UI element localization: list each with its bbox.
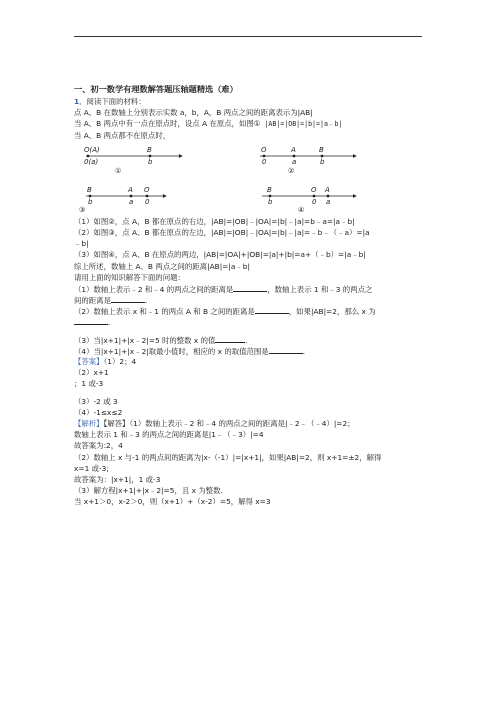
d1-circ-label: ①: [115, 166, 122, 175]
d4-label-b: B: [267, 185, 272, 194]
answer-blank-3: [255, 306, 289, 314]
point-o-3: [146, 194, 149, 197]
analysis-5: x=1 或-3;: [74, 463, 109, 473]
d4-value-o: 0: [312, 197, 317, 206]
d4-label-a: A: [325, 185, 330, 194]
question-3: （3）当|x+1|+|x﹣2|=5 时的整数 x 的值 .: [74, 335, 248, 345]
point-a-3: [130, 194, 133, 197]
point-b-4: [269, 194, 272, 197]
d2-circ-label: ②: [288, 166, 295, 175]
case-2-line-2: ﹣b|: [74, 239, 89, 249]
material-p3: 当 A、B 两点都不在原点时，: [74, 130, 171, 140]
question-2-text-a: （2）数轴上表示 x 和﹣1 的两点 A 和 B 之间的距离是: [74, 307, 255, 317]
analysis-6: 故答案为：|x+1|，1 或-3: [74, 474, 161, 484]
analysis-7: （3）解方程|x+1|+|x﹣2|=5，且 x 为整数.: [74, 486, 223, 496]
d2-label-b: B: [319, 145, 324, 154]
number-line-figure: [74, 144, 426, 214]
analysis-tag: 【解析】: [74, 418, 104, 428]
material-p2-formula: |AB|=|OB|=|b|=|a﹣b|: [260, 120, 343, 129]
document-body: [74, 84, 426, 508]
d1-label-o: O(A): [84, 145, 100, 154]
question-1-text-c: 间的距离是: [74, 296, 111, 306]
number-line-diagrams: [74, 144, 426, 214]
d3-value-o: 0: [145, 197, 150, 206]
answer-blank-2: [111, 295, 145, 303]
answer-2a: （2）x+1: [74, 368, 109, 378]
question-1-line-2: 间的距离是 .: [74, 296, 148, 306]
d1-label-b: B: [147, 145, 152, 154]
answer-blank-1: [233, 284, 267, 292]
material-p2-text: 当 A、B 两点中有一点在原点时，设点 A 在原点，如图: [74, 119, 254, 129]
d3-value-a: a: [129, 197, 134, 206]
d3-label-o: O: [144, 185, 150, 194]
answer-2b: ；1 或-3: [74, 379, 104, 389]
case-1: （1）如图②，点 A，B 都在原点的右边，|AB|=|OB|﹣|OA|=|b|﹣|a|=b﹣a=|a﹣b|: [74, 216, 355, 226]
d3-label-a: A: [128, 185, 133, 194]
d2-value-o: 0: [262, 157, 267, 166]
question-3-text: （3）当|x+1|+|x﹣2|=5 时的整数 x 的值: [74, 335, 216, 345]
point-a-2: [293, 154, 296, 157]
answer-blank-6: [269, 346, 303, 354]
material-p2: [74, 119, 426, 130]
answer-4: （4）-1≤x≤2: [74, 407, 123, 417]
d4-circ-label: ④: [298, 205, 305, 214]
question-2-line-1: [74, 306, 426, 317]
answer-3: （3）-2 或 3: [74, 396, 118, 406]
question-intro: [74, 97, 426, 108]
analysis-4: （2）数轴上 x 与-1 的两点间的距离为|x-（-1）|=|x+1|，如果|AB|=2，则 x+1=±2，解得: [74, 452, 382, 462]
circle-one: ①: [253, 119, 261, 129]
analysis-3: 故答案为:2，4: [74, 441, 123, 451]
case-3: （3）如图④，点 A、B 在原点的两边，|AB|=|OA|+|OB|=|a|+|b|=a+（﹣b）=|a﹣b|: [74, 250, 366, 260]
answer-1: （1）2；4: [103, 357, 137, 366]
d1-value-o: 0(a): [84, 157, 99, 166]
point-b-1: [149, 154, 152, 157]
summary: 综上所述，数轴上 A、B 两点之间的距离|AB|=|a﹣b|: [74, 261, 250, 271]
question-2-line-2: .: [74, 317, 426, 328]
point-o-1: [87, 154, 90, 157]
question-4: （4）当|x+1|+|x﹣2|取最小值时，相应的 x 的取值范围是 .: [74, 346, 306, 356]
analysis-8: 当 x+1＞0，x-2＞0，则（x+1）+（x-2）=5，解得 x=3: [74, 497, 271, 507]
case-2-line-1: （2）如图③，点 A、B 都在原点的左边，|AB|=|OB|﹣|OA|=|b|﹣|a|=﹣b﹣（﹣a）=|a: [74, 227, 370, 237]
d3-circ-label: ③: [79, 205, 86, 214]
question-intro-text: 阅读下面的材料：: [86, 97, 146, 106]
point-b-3: [89, 194, 92, 197]
question-1-text-b: ，数轴上表示 1 和﹣3 的两点之: [267, 284, 373, 294]
header-rule: [74, 36, 422, 37]
d2-value-a: a: [292, 157, 297, 166]
d1-value-b: b: [148, 157, 153, 166]
question-number: 1．: [74, 97, 87, 106]
answer-blank-5: [215, 335, 245, 343]
point-a-4: [327, 194, 330, 197]
d2-value-b: b: [320, 157, 325, 166]
answer-blank-4: [74, 317, 108, 325]
ask: 请用上面的知识解答下面的问题：: [74, 272, 185, 282]
d4-value-a: a: [326, 197, 331, 206]
point-o-4: [313, 194, 316, 197]
point-b-2: [321, 154, 324, 157]
d2-label-a: A: [291, 145, 296, 154]
question-1-text-a: （1）数轴上表示﹣2 和﹣4 的两点之间的距离是: [74, 284, 234, 294]
question-1-line-1: [74, 284, 426, 295]
analysis-line-1: [74, 419, 426, 430]
d3-value-b: b: [88, 197, 93, 206]
material-p1: 点 A、B 在数轴上分别表示实数 a，b，A，B 两点之间的距离表示为|AB|: [74, 108, 313, 118]
answer-tag: 【答案】: [74, 357, 104, 366]
analysis-2: 数轴上表示 1 和﹣3 的两点之间的距离是|1﹣（﹣3）|=4: [74, 430, 264, 440]
d2-label-o: O: [261, 145, 267, 154]
d3-label-b: B: [87, 185, 92, 194]
point-o-2: [263, 154, 266, 157]
analysis-1: 【解答】（1）数轴上表示﹣2 和﹣4 的两点之间的距离是|﹣2﹣（﹣4）|=2；: [103, 418, 355, 428]
answer-line-1: [74, 357, 426, 368]
d4-label-o: O: [311, 185, 317, 194]
d4-value-b: b: [268, 197, 273, 206]
question-2-text-b: ，如果|AB|=2，那么 x 为: [288, 307, 376, 317]
section-title: 一、初一数学有理数解答题压轴题精选（难）: [74, 84, 238, 94]
question-4-text: （4）当|x+1|+|x﹣2|取最小值时，相应的 x 的取值范围是: [74, 346, 269, 356]
